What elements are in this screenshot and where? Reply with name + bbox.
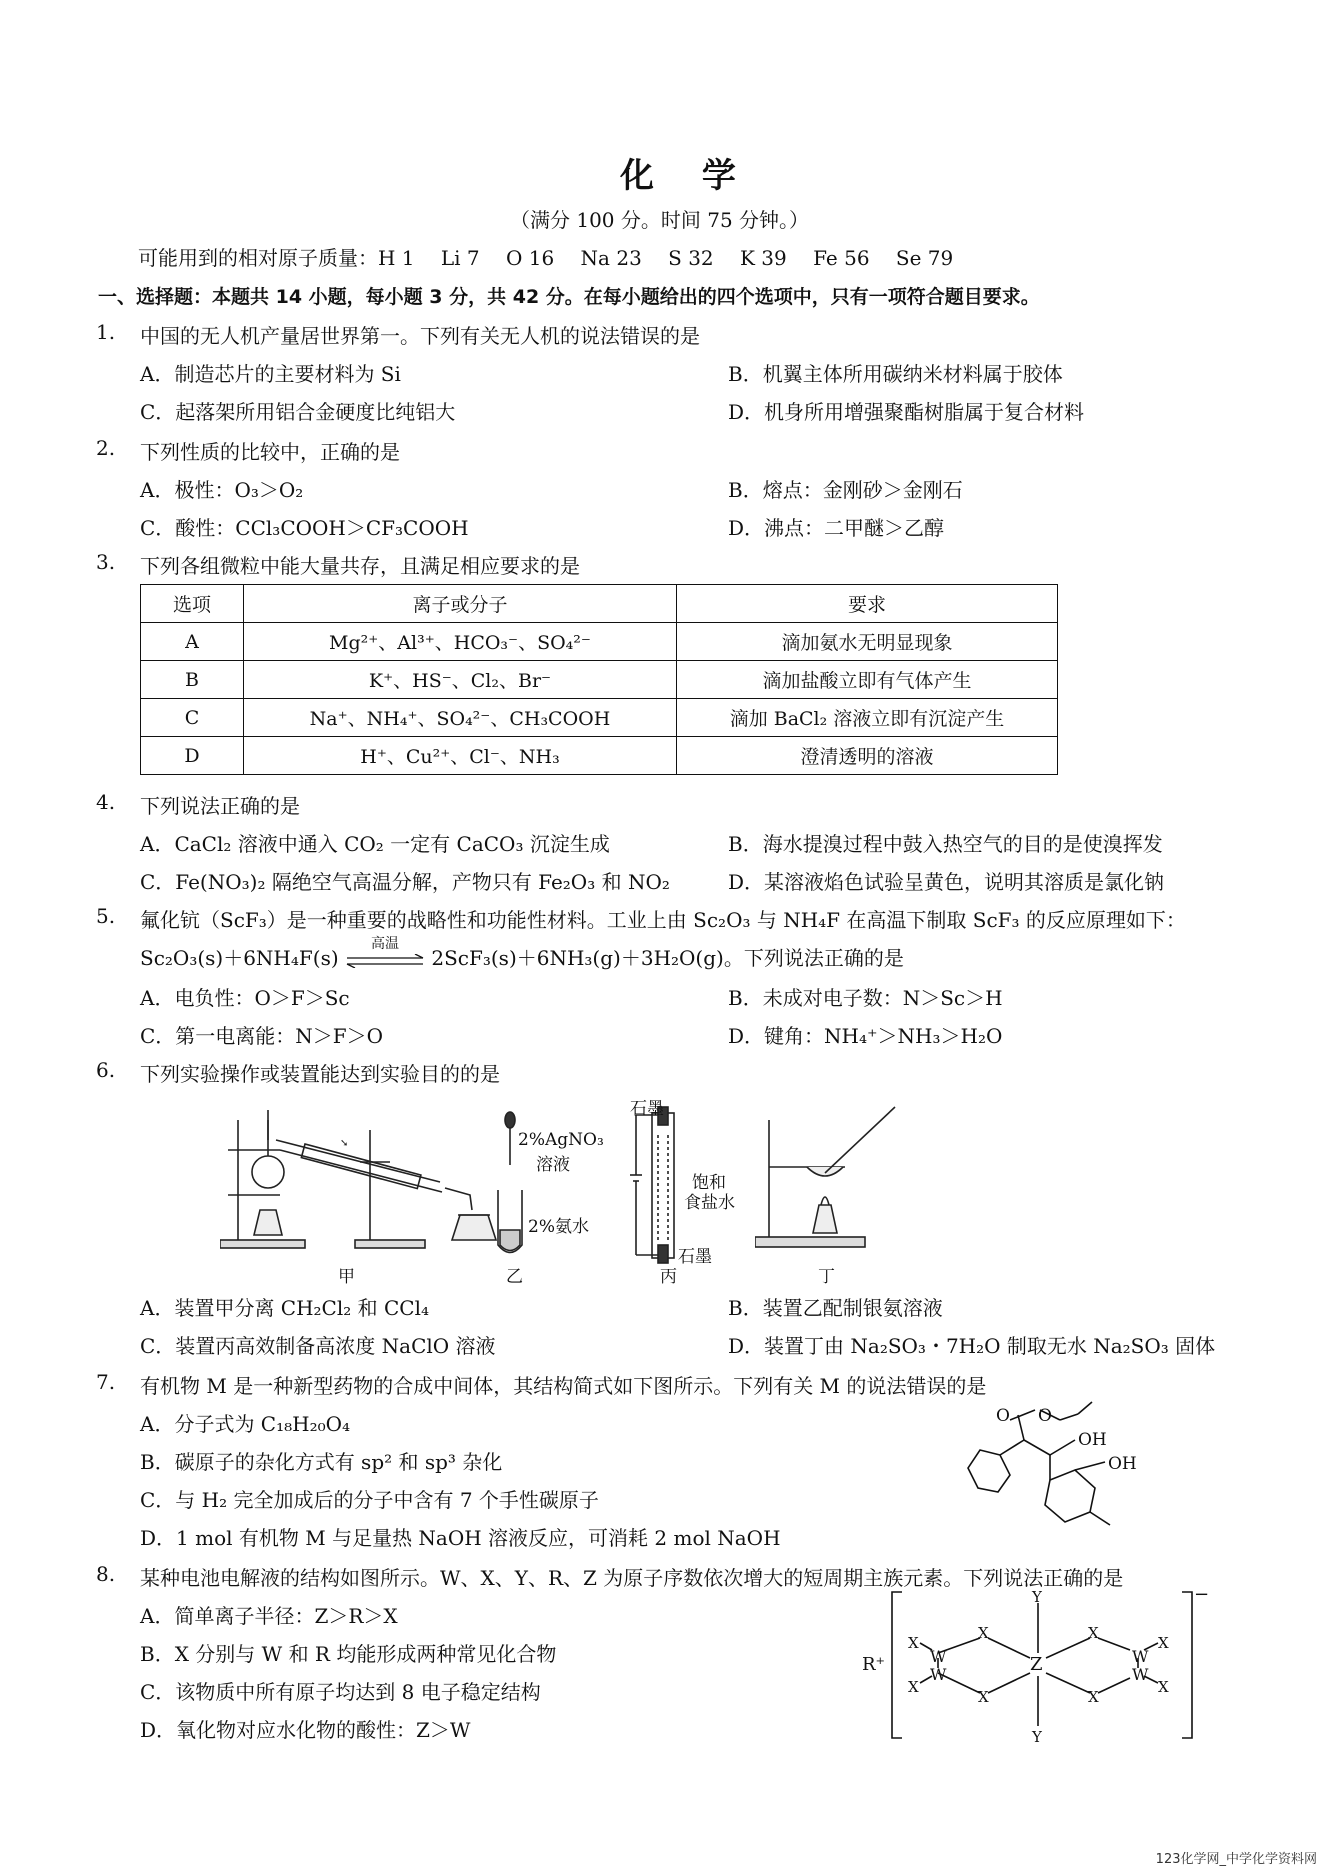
ion-table	[140, 584, 1058, 775]
option-d: D．键角：NH₄⁺＞NH₃＞H₂O	[728, 1024, 1003, 1048]
label-agno3: 2%AgNO₃	[518, 1130, 604, 1150]
equation-arrow	[345, 936, 425, 971]
table-cell: 滴加 BaCl₂ 溶液立即有沉淀产生	[677, 699, 1058, 737]
table-cell: 滴加氨水无明显现象	[677, 623, 1058, 661]
table-cell: C	[141, 699, 244, 737]
option-c: C．该物质中所有原子均达到 8 电子稳定结构	[140, 1680, 541, 1704]
label-saturated: 饱和	[692, 1173, 726, 1193]
watermark: 123化学网_中学化学资料网	[1155, 1852, 1317, 1867]
page-title: 化 学	[620, 156, 754, 196]
atom-x: X	[1158, 1634, 1169, 1652]
electrolysis-cell-icon	[628, 1105, 688, 1265]
option-b: B．海水提溴过程中鼓入热空气的目的是使溴挥发	[728, 832, 1163, 856]
table-cell: 澄清透明的溶液	[677, 737, 1058, 775]
option-c: C．Fe(NO₃)₂ 隔绝空气高温分解，产物只有 Fe₂O₃ 和 NO₂	[140, 870, 670, 894]
question-stem: 下列性质的比较中，正确的是	[140, 440, 400, 464]
option-d: D．机身所用增强聚酯树脂属于复合材料	[728, 400, 1085, 424]
option-b: B．机翼主体所用碳纳米材料属于胶体	[728, 362, 1063, 386]
struct-oh-alcohol: OH	[1078, 1430, 1107, 1450]
table-header-row	[141, 585, 1058, 623]
question-number: 1.	[96, 320, 116, 344]
option-c: C．与 H₂ 完全加成后的分子中含有 7 个手性碳原子	[140, 1488, 599, 1512]
option-b: B．X 分别与 W 和 R 均能形成两种常见化合物	[140, 1642, 557, 1666]
atom-w-upper: W	[930, 1647, 947, 1666]
electrolyte-structure-icon	[860, 1588, 1210, 1748]
table-cell: A	[141, 623, 244, 661]
label-graphite-top: 石墨	[630, 1099, 664, 1119]
option-b: B．未成对电子数：N＞Sc＞H	[728, 986, 1003, 1010]
table-row	[141, 623, 1058, 661]
option-a: A．简单离子半径：Z＞R＞X	[140, 1604, 398, 1628]
equilibrium-arrow-icon	[345, 954, 425, 968]
option-b: B．熔点：金刚砂＞金刚石	[728, 478, 963, 502]
table-cell: B	[141, 661, 244, 699]
atom-w-right-upper: W	[1132, 1647, 1149, 1666]
question-stem: 某种电池电解液的结构如图所示。W、X、Y、R、Z 为原子序数依次增大的短周期主族元素。下列说法正确的是	[140, 1566, 1124, 1590]
option-c: C．起落架所用铝合金硬度比纯铝大	[140, 400, 456, 424]
atom-y-top: Y	[1032, 1588, 1042, 1606]
table-row	[141, 661, 1058, 699]
label-solution: 溶液	[536, 1155, 570, 1175]
option-a: A．CaCl₂ 溶液中通入 CO₂ 一定有 CaCO₃ 沉淀生成	[140, 832, 610, 856]
figure-label-ding: 丁	[818, 1267, 835, 1287]
struct-o-ester: O	[1038, 1406, 1052, 1426]
figure-label-jia: 甲	[338, 1267, 355, 1287]
question-stem: 下列实验操作或装置能达到实验目的的是	[140, 1062, 500, 1086]
molecule-m-structure-icon	[960, 1400, 1180, 1550]
atom-x: X	[978, 1688, 989, 1706]
question-number: 6.	[96, 1058, 116, 1082]
atomic-masses: 可能用到的相对原子质量：H 1 Li 7 O 16 Na 23 S 32 K 39 Fe 56 Se 79	[138, 246, 954, 270]
atom-x: X	[908, 1634, 919, 1652]
atom-w-right-lower: W	[1132, 1665, 1149, 1684]
figure-label-bing: 丙	[660, 1267, 677, 1287]
question-number: 2.	[96, 436, 116, 460]
question-number: 8.	[96, 1562, 116, 1586]
svg-text:➘: ➘	[340, 1138, 349, 1149]
question-stem: 有机物 M 是一种新型药物的合成中间体，其结构简式如下图所示。下列有关 M 的说法错误的是	[140, 1374, 987, 1398]
option-d: D．装置丁由 Na₂SO₃・7H₂O 制取无水 Na₂SO₃ 固体	[728, 1334, 1216, 1358]
atom-x: X	[908, 1678, 919, 1696]
option-d: D．1 mol 有机物 M 与足量热 NaOH 溶液反应，可消耗 2 mol NaOH	[140, 1526, 781, 1550]
question-number: 3.	[96, 550, 116, 574]
option-d: D．某溶液焰色试验呈黄色，说明其溶质是氯化钠	[728, 870, 1165, 894]
center-atom-label: Z	[1030, 1654, 1043, 1675]
option-c: C．第一电离能：N＞F＞O	[140, 1024, 384, 1048]
option-a: A．制造芯片的主要材料为 Si	[140, 362, 401, 386]
table-cell: H⁺、Cu²⁺、Cl⁻、NH₃	[244, 737, 677, 775]
section-heading: 一、选择题：本题共 14 小题，每小题 3 分，共 42 分。在每小题给出的四个选项中，只有一项符合题目要求。	[98, 286, 1040, 308]
table-cell: Mg²⁺、Al³⁺、HCO₃⁻、SO₄²⁻	[244, 623, 677, 661]
atom-x: X	[1088, 1624, 1099, 1642]
question-stem: 下列各组微粒中能大量共存，且满足相应要求的是	[140, 554, 580, 578]
reaction-equation	[140, 936, 904, 971]
atom-x: X	[1158, 1678, 1169, 1696]
question-number: 7.	[96, 1370, 116, 1394]
label-ammonia: 2%氨水	[528, 1217, 589, 1237]
option-d: D．氧化物对应水化物的酸性：Z＞W	[140, 1718, 471, 1742]
option-b: B．装置乙配制银氨溶液	[728, 1296, 943, 1320]
table-cell: D	[141, 737, 244, 775]
option-a: A．分子式为 C₁₈H₂₀O₄	[140, 1412, 351, 1436]
anion-charge: −	[1194, 1588, 1210, 1605]
atom-y-bottom: Y	[1032, 1728, 1042, 1746]
atom-x: X	[1088, 1688, 1099, 1706]
table-row	[141, 737, 1058, 775]
struct-o-carbonyl: O	[996, 1406, 1010, 1426]
atom-x: X	[978, 1624, 989, 1642]
table-row	[141, 699, 1058, 737]
table-header: 离子或分子	[244, 585, 677, 623]
option-a: A．电负性：O＞F＞Sc	[140, 986, 350, 1010]
question-number: 4.	[96, 790, 116, 814]
cation-label: R⁺	[862, 1654, 886, 1675]
question-stem: 氟化钪（ScF₃）是一种重要的战略性和功能性材料。工业上由 Sc₂O₃ 与 NH₄F 在高温下制取 ScF₃ 的反应原理如下：	[140, 908, 1186, 932]
option-b: B．碳原子的杂化方式有 sp² 和 sp³ 杂化	[140, 1450, 503, 1474]
question-number: 5.	[96, 904, 116, 928]
question-stem: 中国的无人机产量居世界第一。下列有关无人机的说法错误的是	[140, 324, 700, 348]
table-cell: 滴加盐酸立即有气体产生	[677, 661, 1058, 699]
option-a: A．装置甲分离 CH₂Cl₂ 和 CCl₄	[140, 1296, 430, 1320]
option-a: A．极性：O₃＞O₂	[140, 478, 304, 502]
question-stem: 下列说法正确的是	[140, 794, 300, 818]
atom-w-lower: W	[930, 1665, 947, 1684]
option-d: D．沸点：二甲醚＞乙醇	[728, 516, 945, 540]
label-graphite-bottom: 石墨	[678, 1247, 712, 1267]
option-c: C．装置丙高效制备高浓度 NaClO 溶液	[140, 1334, 496, 1358]
struct-oh-phenol: OH	[1108, 1454, 1137, 1474]
option-c: C．酸性：CCl₃COOH＞CF₃COOH	[140, 516, 469, 540]
table-cell: Na⁺、NH₄⁺、SO₄²⁻、CH₃COOH	[244, 699, 677, 737]
evaporating-dish-icon	[755, 1105, 905, 1255]
exam-info: （满分 100 分。时间 75 分钟。）	[510, 208, 810, 232]
equation-condition: 高温	[371, 936, 399, 952]
equation-reactants: Sc₂O₃(s)＋6NH₄F(s)	[140, 946, 339, 970]
table-header: 要求	[677, 585, 1058, 623]
label-brine: 食盐水	[684, 1193, 735, 1213]
table-header: 选项	[141, 585, 244, 623]
figure-label-yi: 乙	[506, 1267, 523, 1287]
table-cell: K⁺、HS⁻、Cl₂、Br⁻	[244, 661, 677, 699]
equation-products: 2ScF₃(s)＋6NH₃(g)＋3H₂O(g)。下列说法正确的是	[431, 946, 904, 970]
